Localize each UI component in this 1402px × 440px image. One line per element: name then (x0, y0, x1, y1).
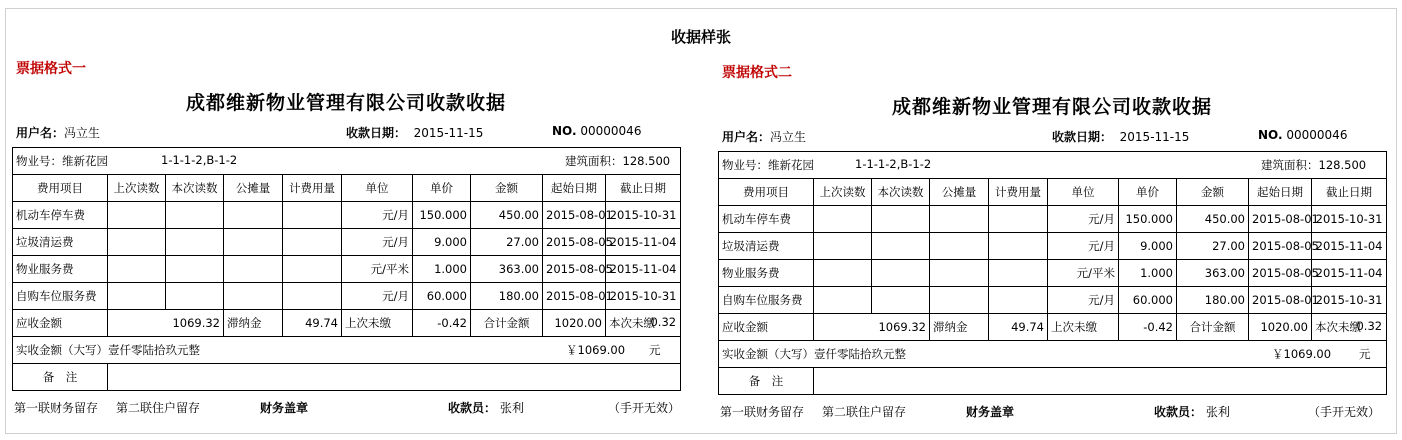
totals-row (13, 310, 681, 337)
receipt-date: 2015-11-15 (1119, 130, 1190, 144)
handwritten-invalid-note: （手开无效） (1308, 405, 1381, 419)
usage (283, 283, 342, 310)
this-unpaid-value: 0.32 (650, 315, 677, 329)
end-date: 2015-10-31 (1312, 206, 1387, 233)
fee-item: 垃圾清运费 (719, 233, 814, 260)
start-date: 2015-08-01 (1249, 206, 1312, 233)
start-date: 2015-08-05 (1249, 260, 1312, 287)
prev-reading (108, 256, 166, 283)
table-row (719, 206, 1387, 233)
cashier (1154, 403, 1230, 420)
header-price: 单价 (413, 175, 471, 202)
unit: 元/平米 (1048, 260, 1119, 287)
header-usage: 计费用量 (989, 179, 1048, 206)
shared-amount (930, 233, 989, 260)
receivable-value: 1069.32 (814, 314, 930, 341)
unpaid-label: 上次未缴 (342, 310, 413, 337)
price: 9.000 (1119, 233, 1177, 260)
usage (283, 202, 342, 229)
property-name: 维新花园 (768, 158, 814, 172)
user-name: 冯立生 (770, 130, 807, 144)
curr-reading (166, 202, 224, 229)
header-row (719, 179, 1387, 206)
remark-value (108, 364, 681, 391)
area-label: 建筑面积： (1261, 158, 1319, 172)
start-date: 2015-08-05 (543, 256, 606, 283)
late-fee-value: 49.74 (989, 314, 1048, 341)
no-label: NO. (552, 124, 577, 138)
cashier-label: 收款员： (448, 401, 497, 415)
actual-cell (719, 341, 1387, 368)
area-value: 128.500 (1318, 158, 1367, 172)
yuan-label: 元 (649, 343, 661, 357)
unpaid-label: 上次未缴 (1048, 314, 1119, 341)
shared-amount (930, 206, 989, 233)
header-end-date: 截止日期 (606, 175, 681, 202)
table-row (719, 233, 1387, 260)
copy-one: 第一联财务留存 (720, 405, 805, 419)
unit: 元/平米 (342, 256, 413, 283)
area-value: 128.500 (622, 154, 671, 168)
total-label: 合计金额 (471, 310, 543, 337)
price: 9.000 (413, 229, 471, 256)
actual-cell (13, 337, 681, 364)
unit: 元/月 (342, 229, 413, 256)
header-amount: 金额 (1177, 179, 1249, 206)
cashier-name: 张利 (1205, 405, 1230, 419)
date-info (346, 124, 483, 141)
cashier-name: 张利 (499, 401, 524, 415)
header-shared: 公摊量 (930, 179, 989, 206)
start-date: 2015-08-01 (1249, 287, 1312, 314)
area-info (1261, 157, 1366, 173)
usage (989, 233, 1048, 260)
curr-reading (166, 283, 224, 310)
end-date: 2015-11-04 (606, 256, 681, 283)
page-title: 收据样张 (670, 28, 731, 46)
price: 1.000 (413, 256, 471, 283)
property-row (13, 148, 681, 175)
header-unit: 单位 (342, 175, 413, 202)
unit: 元/月 (342, 202, 413, 229)
date-label: 收款日期： (1052, 130, 1113, 144)
property-label: 物业号： (16, 154, 62, 168)
unit: 元/月 (1048, 233, 1119, 260)
price: 150.000 (1119, 206, 1177, 233)
this-unpaid-value: 0.32 (1356, 319, 1383, 333)
cashier-label: 收款员： (1154, 405, 1203, 419)
prev-reading (108, 202, 166, 229)
fee-item: 垃圾清运费 (13, 229, 108, 256)
table-row (13, 229, 681, 256)
receipt-title: 成都维新物业管理有限公司收款收据 (891, 96, 1212, 118)
receivable-label: 应收金额 (719, 314, 814, 341)
area-info (565, 153, 670, 169)
table-row (13, 283, 681, 310)
actual-amount: ￥1069.00 (566, 343, 626, 357)
start-date: 2015-08-05 (543, 229, 606, 256)
amount: 363.00 (471, 256, 543, 283)
late-fee-value: 49.74 (283, 310, 342, 337)
shared-amount (930, 260, 989, 287)
prev-reading (814, 287, 872, 314)
receivable-label: 应收金额 (13, 310, 108, 337)
user-label: 用户名： (16, 126, 65, 140)
actual-words: 壹仟零陆拾玖元整 (814, 347, 906, 361)
date-info (1052, 128, 1189, 145)
amount: 180.00 (1177, 287, 1249, 314)
actual-row (13, 337, 681, 364)
remark-value (814, 368, 1387, 395)
amount: 180.00 (471, 283, 543, 310)
header-usage: 计费用量 (283, 175, 342, 202)
format-label: 票据格式二 (722, 65, 792, 81)
header-shared: 公摊量 (224, 175, 283, 202)
end-date: 2015-11-04 (1312, 260, 1387, 287)
amount: 363.00 (1177, 260, 1249, 287)
fee-item: 机动车停车费 (13, 202, 108, 229)
usage (989, 206, 1048, 233)
header-end-date: 截止日期 (1312, 179, 1387, 206)
remark-row (13, 364, 681, 391)
no-value: 00000046 (1286, 128, 1348, 142)
amount: 450.00 (471, 202, 543, 229)
unit: 元/月 (1048, 287, 1119, 314)
total-label: 合计金额 (1177, 314, 1249, 341)
amount: 27.00 (1177, 233, 1249, 260)
receipt-number (552, 124, 641, 138)
usage (283, 256, 342, 283)
property-name: 维新花园 (62, 154, 108, 168)
prev-reading (814, 206, 872, 233)
amount: 27.00 (471, 229, 543, 256)
prev-reading (108, 283, 166, 310)
fee-table (718, 151, 1387, 395)
total-value: 1020.00 (543, 310, 606, 337)
no-value: 00000046 (580, 124, 642, 138)
unpaid-value: -0.42 (1119, 314, 1177, 341)
seal-label: 财务盖章 (260, 401, 309, 415)
start-date: 2015-08-01 (543, 283, 606, 310)
price: 60.000 (1119, 287, 1177, 314)
no-label: NO. (1258, 128, 1283, 142)
header-unit: 单位 (1048, 179, 1119, 206)
fee-item: 物业服务费 (13, 256, 108, 283)
copy-one: 第一联财务留存 (14, 401, 99, 415)
price: 150.000 (413, 202, 471, 229)
prev-reading (108, 229, 166, 256)
unpaid-value: -0.42 (413, 310, 471, 337)
shared-amount (224, 283, 283, 310)
unit-code: 1-1-1-2,B-1-2 (161, 153, 238, 167)
cashier (448, 399, 524, 416)
receipt-format-two (718, 62, 1386, 419)
table-row (719, 287, 1387, 314)
this-unpaid-label: 本次未缴 (609, 316, 655, 330)
this-unpaid-cell (1312, 314, 1387, 341)
totals-row (719, 314, 1387, 341)
late-fee-label: 滞纳金 (930, 314, 989, 341)
receivable-value: 1069.32 (108, 310, 224, 337)
receipt-title: 成都维新物业管理有限公司收款收据 (185, 92, 506, 114)
unit: 元/月 (342, 283, 413, 310)
unit: 元/月 (1048, 206, 1119, 233)
start-date: 2015-08-01 (543, 202, 606, 229)
user-info (722, 128, 806, 145)
header-curr-reading: 本次读数 (166, 175, 224, 202)
header-amount: 金额 (471, 175, 543, 202)
header-row (13, 175, 681, 202)
fee-item: 机动车停车费 (719, 206, 814, 233)
end-date: 2015-10-31 (1312, 287, 1387, 314)
receipt-number (1258, 128, 1347, 142)
curr-reading (166, 256, 224, 283)
usage (283, 229, 342, 256)
area-label: 建筑面积： (565, 154, 623, 168)
end-date: 2015-11-04 (606, 229, 681, 256)
fee-item: 物业服务费 (719, 260, 814, 287)
user-info (16, 124, 100, 141)
remark-label: 备 注 (13, 364, 108, 391)
actual-amount: ￥1069.00 (1272, 347, 1332, 361)
header-prev-reading: 上次读数 (108, 175, 166, 202)
shared-amount (224, 202, 283, 229)
curr-reading (872, 287, 930, 314)
prev-reading (814, 260, 872, 287)
curr-reading (872, 233, 930, 260)
prev-reading (814, 233, 872, 260)
header-price: 单价 (1119, 179, 1177, 206)
header-item: 费用项目 (13, 175, 108, 202)
this-unpaid-label: 本次未缴 (1315, 320, 1361, 334)
unit-code: 1-1-1-2,B-1-2 (855, 157, 932, 171)
shared-amount (930, 287, 989, 314)
actual-label: 实收金额（大写） (722, 347, 814, 361)
property-cell (13, 148, 681, 175)
this-unpaid-cell (606, 310, 681, 337)
property-row (719, 152, 1387, 179)
user-label: 用户名： (722, 130, 771, 144)
usage (989, 260, 1048, 287)
price: 1.000 (1119, 260, 1177, 287)
receipt-date: 2015-11-15 (413, 126, 484, 140)
remark-row (719, 368, 1387, 395)
format-label: 票据格式一 (16, 61, 86, 77)
end-date: 2015-10-31 (606, 283, 681, 310)
table-row (13, 256, 681, 283)
actual-label: 实收金额（大写） (16, 343, 108, 357)
header-start-date: 起始日期 (543, 175, 606, 202)
copy-two: 第二联住户留存 (116, 401, 201, 415)
header-prev-reading: 上次读数 (814, 179, 872, 206)
table-row (13, 202, 681, 229)
actual-row (719, 341, 1387, 368)
amount: 450.00 (1177, 206, 1249, 233)
late-fee-label: 滞纳金 (224, 310, 283, 337)
end-date: 2015-10-31 (606, 202, 681, 229)
table-row (719, 260, 1387, 287)
receipt-format-one (12, 58, 681, 415)
curr-reading (872, 206, 930, 233)
property-cell (719, 152, 1387, 179)
price: 60.000 (413, 283, 471, 310)
shared-amount (224, 256, 283, 283)
fee-item: 自购车位服务费 (13, 283, 108, 310)
property-label: 物业号： (722, 158, 768, 172)
total-value: 1020.00 (1249, 314, 1312, 341)
fee-item: 自购车位服务费 (719, 287, 814, 314)
curr-reading (872, 260, 930, 287)
header-start-date: 起始日期 (1249, 179, 1312, 206)
curr-reading (166, 229, 224, 256)
remark-label: 备 注 (719, 368, 814, 395)
shared-amount (224, 229, 283, 256)
end-date: 2015-11-04 (1312, 233, 1387, 260)
start-date: 2015-08-05 (1249, 233, 1312, 260)
seal-label: 财务盖章 (966, 405, 1015, 419)
fee-table (12, 147, 681, 391)
yuan-label: 元 (1359, 347, 1371, 361)
date-label: 收款日期： (346, 126, 407, 140)
handwritten-invalid-note: （手开无效） (608, 401, 681, 415)
user-name: 冯立生 (64, 126, 101, 140)
copy-two: 第二联住户留存 (822, 405, 907, 419)
header-item: 费用项目 (719, 179, 814, 206)
usage (989, 287, 1048, 314)
header-curr-reading: 本次读数 (872, 179, 930, 206)
actual-words: 壹仟零陆拾玖元整 (108, 343, 200, 357)
